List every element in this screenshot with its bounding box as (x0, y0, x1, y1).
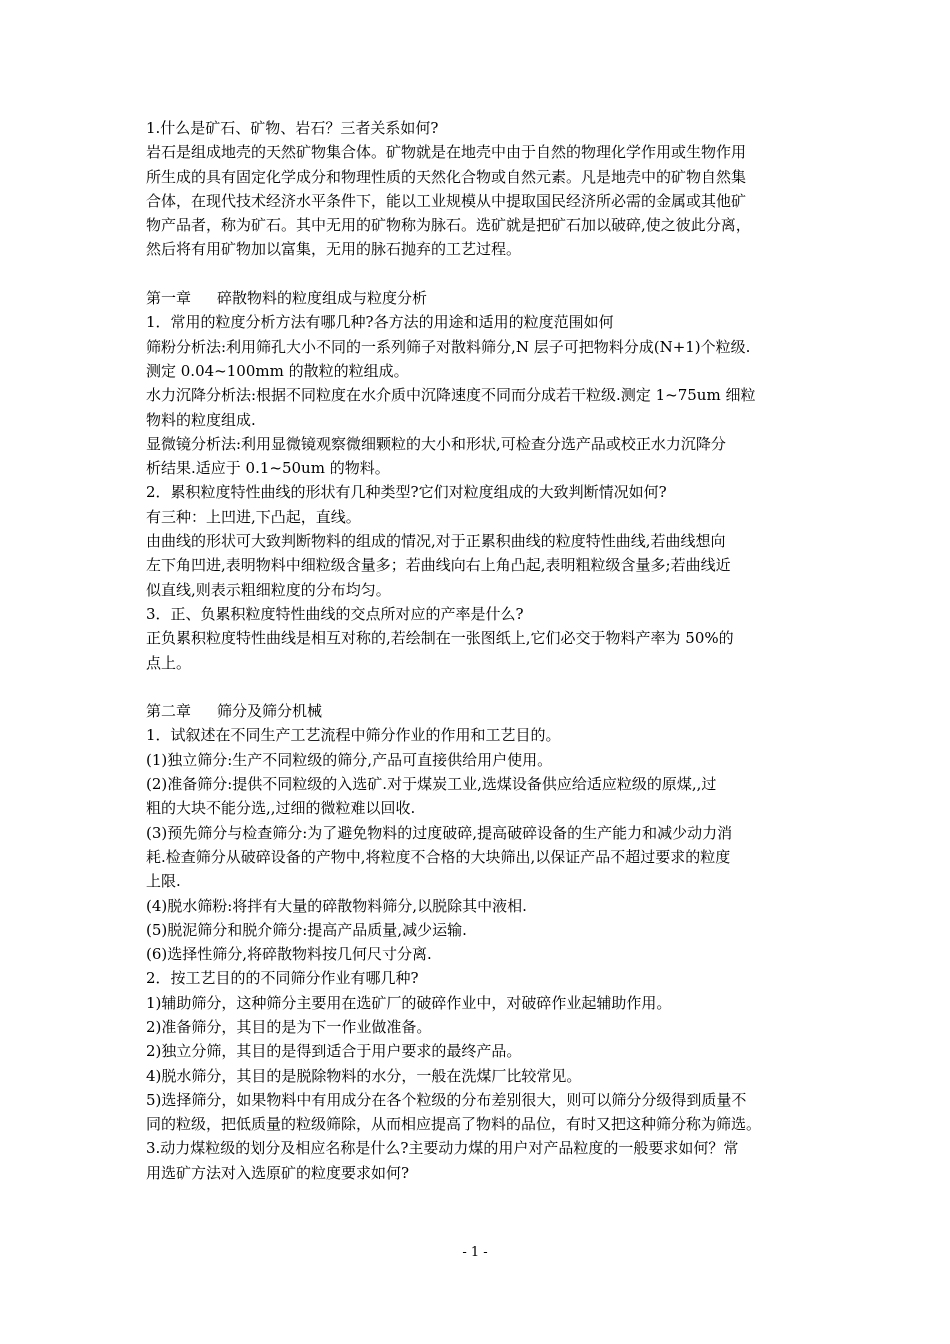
chapter2-line: 1)辅助筛分，这种筛分主要用在选矿厂的破碎作业中，对破碎作业起辅助作用。 (146, 993, 672, 1012)
intro-answer-line: 物产品者，称为矿石。其中无用的矿物称为脉石。选矿就是把矿石加以破碎,使之彼此分离， (146, 216, 751, 235)
chapter1-line: 3．正、负累积粒度特性曲线的交点所对应的产率是什么? (146, 604, 524, 623)
chapter2-line: 粗的大块不能分选,,过细的微粒难以回收. (146, 799, 416, 818)
chapter2-line: (3)预先筛分与检查筛分:为了避免物料的过度破碎,提高破碎设备的生产能力和减少动力消 (146, 823, 733, 842)
chapter2-line: 3.动力煤粒级的划分及相应名称是什么?主要动力煤的用户对产品粒度的一般要求如何？常 (146, 1139, 739, 1158)
chapter1-line: 有三种：上凹进,下凸起，直线。 (146, 507, 361, 526)
chapter2-line: 5)选择筛分，如果物料中有用成分在各个粒级的分布差别很大，则可以筛分分级得到质量不 (146, 1090, 747, 1109)
chapter1-line: 2．累积粒度特性曲线的形状有几种类型?它们对粒度组成的大致判断情况如何? (146, 483, 667, 502)
chapter1-line: 测定 0.04~100mm 的散粒的粒组成。 (146, 361, 409, 380)
paragraph-gap (146, 262, 814, 286)
chapter2-label: 第二章 (146, 702, 192, 721)
chapter1-title: 碎散物料的粒度组成与粒度分析 (217, 289, 428, 308)
chapter2-line: 2．按工艺目的的不同筛分作业有哪几种? (146, 969, 419, 988)
chapter2-line: (1)独立筛分:生产不同粒级的筛分,产品可直接供给用户使用。 (146, 750, 553, 769)
chapter1-line: 物料的粒度组成. (146, 410, 256, 429)
chapter1-line: 析结果.适应于 0.1~50um 的物料。 (146, 459, 390, 478)
chapter2-line: 1．试叙述在不同生产工艺流程中筛分作业的作用和工艺目的。 (146, 726, 561, 745)
chapter1-line: 水力沉降分析法:根据不同粒度在水介质中沉降速度不同而分成若干粒级.测定 1~75um 细粒 (146, 386, 756, 405)
chapter2-line: 2)独立分筛，其目的是得到适合于用户要求的最终产品。 (146, 1042, 522, 1061)
chapter1-line: 筛粉分析法:利用筛孔大小不同的一系列筛子对散料筛分,N 层子可把物料分成(N+1)个粒级. (146, 337, 751, 356)
chapter1-label: 第一章 (146, 289, 192, 308)
chapter2-line: 2)准备筛分，其目的是为下一作业做准备。 (146, 1017, 432, 1036)
chapter2-line: (5)脱泥筛分和脱介筛分:提高产品质量,减少运输. (146, 920, 467, 939)
chapter1-line: 左下角凹进,表明物料中细粒级含量多；若曲线向右上角凸起,表明粗粒级含量多;若曲线近 (146, 556, 731, 575)
chapter1-line: 显微镜分析法:利用显微镜观察微细颗粒的大小和形状,可检查分选产品或校正水力沉降分 (146, 434, 726, 453)
intro-answer-line: 然后将有用矿物加以富集，无用的脉石抛弃的工艺过程。 (146, 240, 522, 259)
chapter2-line: 耗.检查筛分从破碎设备的产物中,将粒度不合格的大块筛出,以保证产品不超过要求的粒度 (146, 847, 731, 866)
document-page (146, 116, 814, 1185)
intro-question: 1.什么是矿石、矿物、岩石？三者关系如何? (146, 119, 439, 137)
chapter1-line: 1．常用的粒度分析方法有哪几种?各方法的用途和适用的粒度范围如何 (146, 313, 614, 332)
intro-answer-line: 岩石是组成地壳的天然矿物集合体。矿物就是在地壳中由于自然的物理化学作用或生物作用 (146, 143, 747, 162)
chapter2-line: (4)脱水筛粉:将拌有大量的碎散物料筛分,以脱除其中液相. (146, 896, 527, 915)
chapter2-line: 上限. (146, 872, 181, 891)
chapter2-line: (6)选择性筛分,将碎散物料按几何尺寸分离. (146, 945, 432, 964)
chapter2-line: 用选矿方法对入选原矿的粒度要求如何? (146, 1163, 410, 1182)
chapter2-title: 筛分及筛分机械 (217, 702, 323, 721)
chapter1-heading (146, 286, 814, 310)
intro-answer-line: 合体，在现代技术经济水平条件下，能以工业规模从中提取国民经济所必需的金属或其他矿 (146, 191, 747, 210)
chapter2-line: 4)脱水筛分，其目的是脱除物料的水分，一般在洗煤厂比较常见。 (146, 1066, 582, 1085)
chapter2-line: 同的粒级，把低质量的粒级筛除，从而相应提高了物料的品位，有时又把这种筛分称为筛选。 (146, 1115, 762, 1134)
page-number: - 1 - (462, 1245, 488, 1260)
chapter1-line: 正负累积粒度特性曲线是相互对称的,若绘制在一张图纸上,它们必交于物料产率为 50%的 (146, 629, 734, 648)
chapter2-heading (146, 699, 814, 723)
chapter1-line: 由曲线的形状可大致判断物料的组成的情况,对于正累积曲线的粒度特性曲线,若曲线想向 (146, 532, 726, 551)
intro-answer-line: 所生成的具有固定化学成分和物理性质的天然化合物或自然元素。凡是地壳中的矿物自然集 (146, 167, 747, 186)
chapter1-line: 似直线,则表示粗细粒度的分布均匀。 (146, 580, 391, 599)
chapter2-line: (2)准备筛分:提供不同粒级的入选矿.对于煤炭工业,选煤设备供应给适应粒级的原煤,,过 (146, 775, 717, 794)
chapter1-line: 点上。 (146, 653, 192, 672)
paragraph-gap (146, 675, 814, 699)
